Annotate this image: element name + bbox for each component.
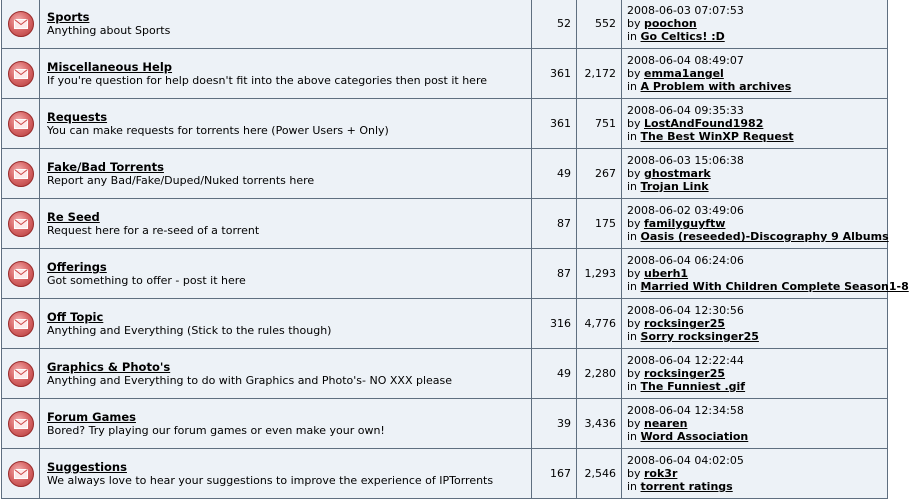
- last-post-topic-link[interactable]: The Best WinXP Request: [640, 130, 794, 143]
- last-post-topic-line: [627, 130, 887, 143]
- envelope-icon: [8, 61, 34, 87]
- forum-icon-cell: [2, 49, 40, 99]
- last-post-date: 2008-06-02 03:49:06: [627, 204, 744, 217]
- envelope-icon: [8, 11, 34, 37]
- forum-icon-cell: [2, 149, 40, 199]
- forum-title-link[interactable]: Re Seed: [47, 209, 100, 224]
- in-label: in: [627, 230, 638, 243]
- last-post-author-line: [627, 317, 887, 330]
- last-post-topic-line: [627, 280, 909, 293]
- last-post-user-link[interactable]: poochon: [644, 17, 697, 30]
- last-post-author-line: [627, 467, 887, 480]
- by-label: by: [627, 217, 641, 230]
- last-post-user-link[interactable]: rok3r: [644, 467, 678, 480]
- forum-description: Request here for a re-seed of a torrent: [47, 223, 260, 237]
- envelope-icon: [8, 261, 34, 287]
- forum-row: [2, 399, 888, 449]
- last-post-date: 2008-06-04 08:49:07: [627, 54, 744, 67]
- last-post-date: 2008-06-03 07:07:53: [627, 4, 744, 17]
- topic-count: 87: [532, 249, 577, 299]
- last-post-author-line: [627, 17, 887, 30]
- forum-icon-cell: [2, 399, 40, 449]
- post-count: 2,172: [577, 49, 622, 99]
- envelope-icon: [8, 311, 34, 337]
- last-post-topic-line: [627, 330, 887, 343]
- envelope-icon: [8, 211, 34, 237]
- last-post-user-link[interactable]: nearen: [644, 417, 688, 430]
- forum-title-link[interactable]: Sports: [47, 9, 90, 24]
- last-post-author-line: [627, 267, 887, 280]
- last-post-author-line: [627, 417, 887, 430]
- in-label: in: [627, 30, 638, 43]
- in-label: in: [627, 280, 638, 293]
- last-post-topic-link[interactable]: The Funniest .gif: [640, 380, 746, 393]
- last-post-topic-line: [627, 430, 887, 443]
- forum-name-cell: [40, 449, 532, 499]
- last-post-date: 2008-06-03 15:06:38: [627, 154, 744, 167]
- forum-title-link[interactable]: Off Topic: [47, 309, 104, 324]
- last-post-user-link[interactable]: uberh1: [644, 267, 689, 280]
- by-label: by: [627, 367, 641, 380]
- topic-count: 39: [532, 399, 577, 449]
- forum-title-link[interactable]: Offerings: [47, 259, 107, 274]
- forum-row: [2, 249, 888, 299]
- topic-count: 361: [532, 99, 577, 149]
- last-post-cell: [622, 349, 888, 399]
- envelope-icon: [8, 461, 34, 487]
- in-label: in: [627, 430, 638, 443]
- forum-description: Anything about Sports: [47, 23, 171, 37]
- forum-icon-cell: [2, 449, 40, 499]
- last-post-cell: [622, 99, 888, 149]
- by-label: by: [627, 317, 641, 330]
- last-post-topic-line: [627, 480, 887, 493]
- last-post-date: 2008-06-04 09:35:33: [627, 104, 744, 117]
- last-post-user-link[interactable]: rocksinger25: [644, 317, 726, 330]
- forum-name-cell: [40, 349, 532, 399]
- last-post-topic-link[interactable]: torrent ratings: [640, 480, 733, 493]
- by-label: by: [627, 17, 641, 30]
- forum-name-cell: [40, 0, 532, 49]
- envelope-icon: [8, 161, 34, 187]
- last-post-topic-line: [627, 30, 887, 43]
- topic-count: 361: [532, 49, 577, 99]
- by-label: by: [627, 467, 641, 480]
- forum-row: [2, 349, 888, 399]
- topic-count: 167: [532, 449, 577, 499]
- in-label: in: [627, 180, 638, 193]
- post-count: 267: [577, 149, 622, 199]
- in-label: in: [627, 480, 638, 493]
- envelope-icon: [8, 361, 34, 387]
- forum-name-cell: [40, 299, 532, 349]
- forum-list-table: [1, 0, 909, 499]
- forum-name-cell: [40, 49, 532, 99]
- topic-count: 52: [532, 0, 577, 49]
- by-label: by: [627, 117, 641, 130]
- last-post-topic-link[interactable]: Oasis (reseeded)-Discography 9 Albums: [640, 230, 889, 243]
- forum-description: Got something to offer - post it here: [47, 273, 246, 287]
- last-post-author-line: [627, 167, 887, 180]
- last-post-cell: [622, 449, 888, 499]
- last-post-topic-link[interactable]: Go Celtics! :D: [640, 30, 725, 43]
- forum-row: [2, 99, 888, 149]
- forum-icon-cell: [2, 0, 40, 49]
- forum-icon-cell: [2, 249, 40, 299]
- envelope-icon: [8, 411, 34, 437]
- post-count: 175: [577, 199, 622, 249]
- forum-title-link[interactable]: Miscellaneous Help: [47, 59, 173, 74]
- forum-icon-cell: [2, 349, 40, 399]
- post-count: 751: [577, 99, 622, 149]
- post-count: 1,293: [577, 249, 622, 299]
- forum-description: Anything and Everything (Stick to the rules though): [47, 323, 332, 337]
- topic-count: 49: [532, 349, 577, 399]
- last-post-user-link[interactable]: LostAndFound1982: [644, 117, 764, 130]
- last-post-topic-link[interactable]: Trojan Link: [640, 180, 709, 193]
- forum-row: [2, 49, 888, 99]
- last-post-cell: [622, 199, 888, 249]
- last-post-user-link[interactable]: emma1angel: [644, 67, 724, 80]
- forum-description: Report any Bad/Fake/Duped/Nuked torrents here: [47, 173, 315, 187]
- last-post-date: 2008-06-04 12:30:56: [627, 304, 744, 317]
- last-post-author-line: [627, 217, 887, 230]
- in-label: in: [627, 80, 638, 93]
- forum-description: If you're question for help doesn't fit into the above categories then post it here: [47, 73, 487, 87]
- forum-description: Bored? Try playing our forum games or even make your own!: [47, 423, 385, 437]
- by-label: by: [627, 267, 641, 280]
- last-post-date: 2008-06-04 12:34:58: [627, 404, 744, 417]
- last-post-author-line: [627, 367, 887, 380]
- forum-row: [2, 199, 888, 249]
- last-post-cell: [622, 49, 888, 99]
- forum-row: [2, 299, 888, 349]
- topic-count: 316: [532, 299, 577, 349]
- forum-name-cell: [40, 149, 532, 199]
- last-post-author-line: [627, 117, 887, 130]
- forum-icon-cell: [2, 199, 40, 249]
- post-count: 552: [577, 0, 622, 49]
- last-post-author-line: [627, 67, 887, 80]
- forum-row: [2, 0, 888, 49]
- last-post-topic-line: [627, 380, 887, 393]
- topic-count: 49: [532, 149, 577, 199]
- in-label: in: [627, 130, 638, 143]
- forum-icon-cell: [2, 299, 40, 349]
- forum-title-link[interactable]: Forum Games: [47, 409, 136, 424]
- last-post-cell: [622, 249, 909, 299]
- last-post-topic-line: [627, 230, 887, 243]
- last-post-topic-link[interactable]: A Problem with archives: [640, 80, 792, 93]
- forum-description: We always love to hear your suggestions to improve the experience of IPTorrents: [47, 473, 494, 487]
- forum-name-cell: [40, 249, 532, 299]
- last-post-user-link[interactable]: familyguyftw: [644, 217, 726, 230]
- forum-description: You can make requests for torrents here (Power Users + Only): [47, 123, 389, 137]
- last-post-user-link[interactable]: ghostmark: [644, 167, 711, 180]
- forum-icon-cell: [2, 99, 40, 149]
- last-post-date: 2008-06-04 04:02:05: [627, 454, 744, 467]
- last-post-cell: [622, 0, 888, 49]
- last-post-topic-link[interactable]: Married With Children Complete Season1-8: [640, 280, 909, 293]
- forum-name-cell: [40, 99, 532, 149]
- last-post-topic-line: [627, 80, 887, 93]
- in-label: in: [627, 330, 638, 343]
- topic-count: 87: [532, 199, 577, 249]
- in-label: in: [627, 380, 638, 393]
- by-label: by: [627, 67, 641, 80]
- last-post-cell: [622, 399, 888, 449]
- by-label: by: [627, 167, 641, 180]
- forum-name-cell: [40, 399, 532, 449]
- last-post-user-link[interactable]: rocksinger25: [644, 367, 726, 380]
- forum-title-link[interactable]: Suggestions: [47, 459, 127, 474]
- post-count: 3,436: [577, 399, 622, 449]
- forum-name-cell: [40, 199, 532, 249]
- forum-title-link[interactable]: Fake/Bad Torrents: [47, 159, 164, 174]
- envelope-icon: [8, 111, 34, 137]
- post-count: 2,546: [577, 449, 622, 499]
- last-post-topic-link[interactable]: Word Association: [640, 430, 749, 443]
- last-post-cell: [622, 149, 888, 199]
- forum-description: Anything and Everything to do with Graphics and Photo's- NO XXX please: [47, 373, 453, 387]
- last-post-topic-line: [627, 180, 887, 193]
- last-post-cell: [622, 299, 888, 349]
- forum-title-link[interactable]: Graphics & Photo's: [47, 359, 171, 374]
- forum-title-link[interactable]: Requests: [47, 109, 108, 124]
- by-label: by: [627, 417, 641, 430]
- forum-row: [2, 149, 888, 199]
- last-post-topic-link[interactable]: Sorry rocksinger25: [640, 330, 759, 343]
- post-count: 2,280: [577, 349, 622, 399]
- post-count: 4,776: [577, 299, 622, 349]
- forum-row: [2, 449, 888, 499]
- last-post-date: 2008-06-04 12:22:44: [627, 354, 744, 367]
- last-post-date: 2008-06-04 06:24:06: [627, 254, 744, 267]
- forum-list-body: [2, 0, 909, 499]
